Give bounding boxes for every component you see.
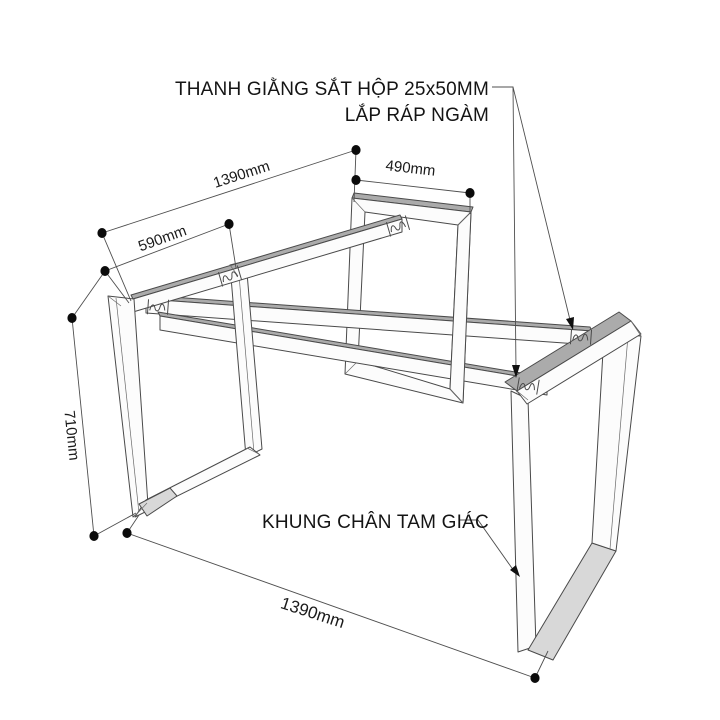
- leg-note: KHUNG CHÂN TAM GIÁC: [262, 512, 489, 533]
- dimension-text-middle-width: 490mm: [384, 157, 437, 180]
- dimension-endpoint-dot: [530, 673, 539, 683]
- dimension-endpoint-dot: [351, 145, 360, 155]
- dimension-endpoint-dot: [122, 528, 131, 538]
- right-leg-right-bar: [592, 334, 641, 551]
- dimension-line-bottom-1390: [127, 533, 535, 678]
- right-leg-frame: [505, 312, 641, 660]
- dimension-line-490: [356, 180, 470, 193]
- dimension-endpoint-dot: [100, 266, 109, 276]
- extension-lines: [72, 150, 548, 678]
- dimension-text-left-span: 590mm: [136, 222, 189, 256]
- right-leg-foot-face: [528, 543, 616, 660]
- brace-note-line1: THANH GIẰNG SẮT HỘP 25x50MM: [174, 79, 489, 100]
- brace-note-line2: LẮP RÁP NGÀM: [344, 105, 489, 126]
- dimension-text-bottom-length: 1390mm: [278, 593, 348, 633]
- dimension-endpoint-dot: [67, 313, 76, 323]
- dimension-text-height: 710mm: [60, 409, 83, 462]
- dimension-endpoint-dot: [224, 219, 233, 229]
- dimension-text-top-length: 1390mm: [211, 157, 272, 192]
- dimension-endpoint-dot: [97, 228, 106, 238]
- right-leg-left-bar: [511, 391, 536, 652]
- dimension-endpoint-dot: [465, 188, 474, 198]
- left-leg-left-bar: [108, 296, 148, 517]
- dimension-endpoint-dot: [89, 531, 98, 541]
- dimension-endpoint-dot: [351, 175, 360, 185]
